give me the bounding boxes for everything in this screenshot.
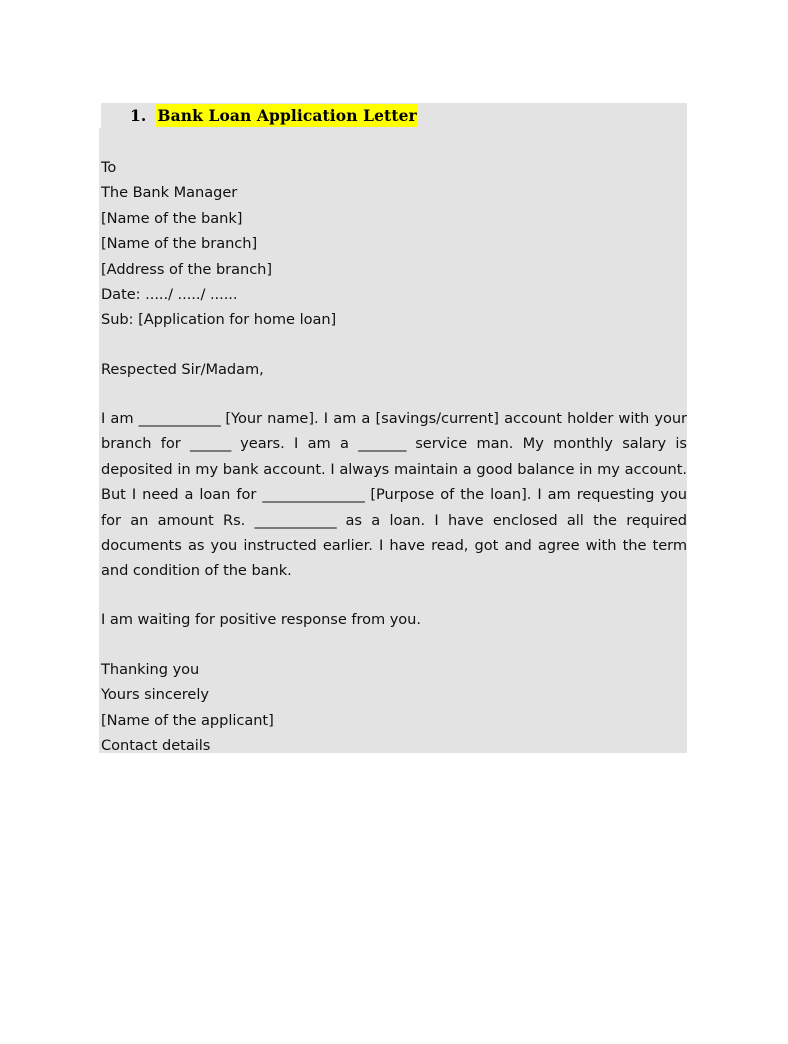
- body-paragraph: [101, 406, 687, 584]
- closing-line-sincerely: Yours sincerely: [101, 686, 209, 704]
- closing-line-contact-details: Contact details: [101, 737, 211, 755]
- address-line: The Bank Manager: [101, 184, 238, 202]
- subject-line: Sub: [Application for home loan]: [101, 311, 337, 329]
- fill-in-blank-years[interactable]: ______: [190, 435, 231, 453]
- date-line: Date: ...../ ...../ ......: [101, 286, 238, 304]
- fill-in-blank-name[interactable]: ____________: [138, 410, 221, 427]
- body-text-segment: as a loan. I have enclosed all the required documents as you instructed earlier. I have read, got and agree with the term and condition of the bank.: [101, 511, 687, 580]
- fill-in-blank-purpose[interactable]: _______________: [262, 486, 365, 504]
- closing-line-thanking: Thanking you: [101, 661, 200, 678]
- body-text-segment: [Purpose of the loan]. I am requesting you for an amount Rs.: [101, 486, 687, 529]
- letter-body-block: [99, 128, 687, 753]
- body-text-segment: service man. My monthly salary is deposited in my bank account. I always maintain a good balance in my account. But I need a loan for: [101, 435, 687, 504]
- recipient-address-block: [101, 155, 336, 333]
- body-text-segment: years. I am a: [230, 435, 359, 453]
- address-line: [Name of the branch]: [101, 235, 258, 253]
- fill-in-blank-amount[interactable]: ____________: [254, 511, 337, 529]
- closing-block: [101, 657, 274, 759]
- body-text-segment: I am: [101, 410, 139, 427]
- heading-highlighted-text: Bank Loan Application Letter: [157, 106, 417, 125]
- address-line: [Name of the bank]: [101, 209, 243, 227]
- waiting-statement-block: [101, 607, 421, 632]
- fill-in-blank-service[interactable]: _______: [358, 435, 406, 453]
- body-text-segment: [Your name]. I am a [savings/current] account holder with your branch for: [101, 410, 687, 453]
- document-heading: [130, 103, 418, 128]
- address-line: [Address of the branch]: [101, 260, 273, 278]
- list-number-marker: 1.: [130, 106, 147, 125]
- salutation-block: [101, 357, 264, 382]
- body-paragraph-block: [101, 406, 687, 584]
- salutation-text: Respected Sir/Madam,: [101, 361, 264, 378]
- address-line: To: [101, 159, 117, 176]
- waiting-statement: I am waiting for positive response from you.: [101, 611, 421, 628]
- closing-line-applicant-name: [Name of the applicant]: [101, 711, 274, 729]
- heading-row: [101, 103, 687, 128]
